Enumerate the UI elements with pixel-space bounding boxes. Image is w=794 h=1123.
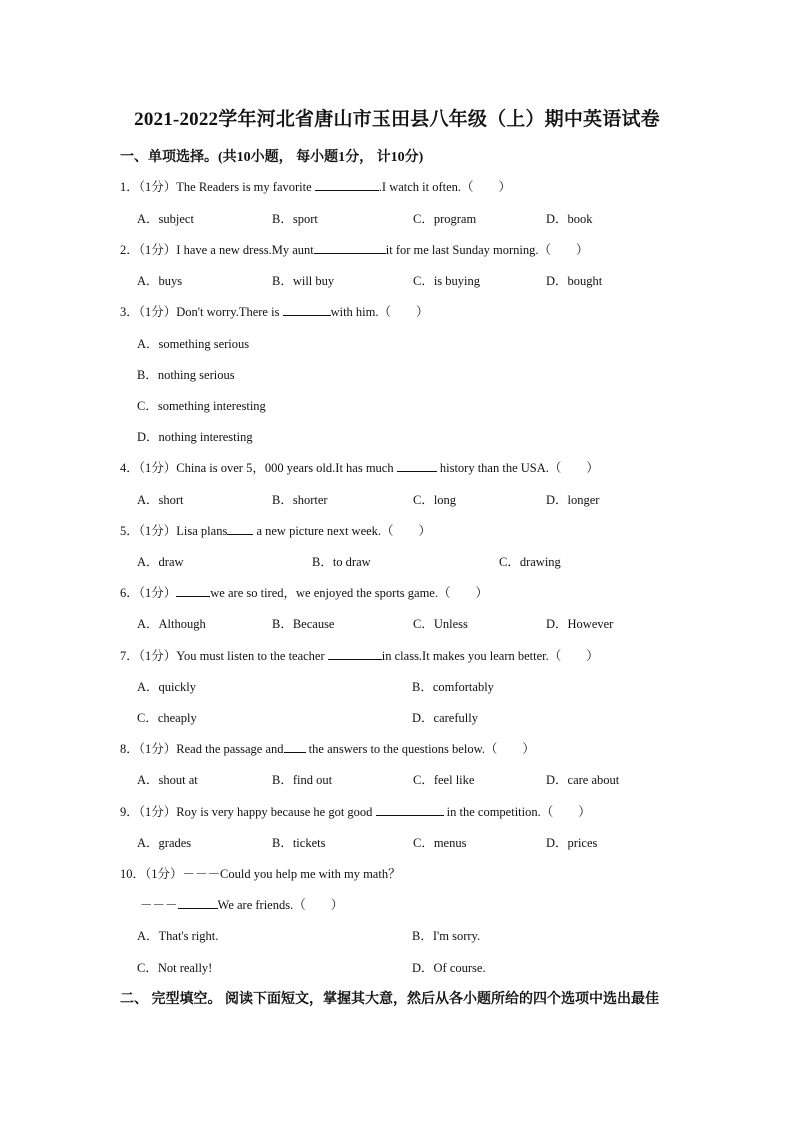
answer-blank [315,189,379,191]
question-score: （1分） [138,180,177,194]
question-score: （1分） [138,742,177,756]
answer-blank [376,814,444,816]
question-10 [120,864,401,882]
option-c: C．something interesting [137,399,266,413]
question-text-post: we are so tired，we enjoyed the sports game.（ ） [210,586,488,600]
option-c: C．cheaply [137,711,197,725]
question-text-post: history than the USA.（ ） [436,461,599,475]
option-a: A．buys [137,274,183,288]
answer-blank [176,595,210,597]
option-a: A．short [137,493,184,507]
question-text-post: the answers to the questions below.（ ） [305,742,535,756]
question-1 [120,177,511,195]
question-text-pre: Roy is very happy because he got good [176,805,376,819]
option-d: D．care about [546,773,620,787]
option-a: A．draw [137,555,184,569]
question-text-post: it for me last Sunday morning.（ ） [385,243,589,257]
option-d: D．nothing interesting [137,430,253,444]
question-number: 4． [120,461,139,475]
dialog-dash: －－－ [140,898,178,912]
question-9 [120,802,591,820]
option-c: C．drawing [499,555,561,569]
question-3 [120,302,428,320]
option-c: C．Unless [413,617,468,631]
option-d: D．prices [546,836,598,850]
option-b: B．comfortably [412,680,494,694]
question-text-pre: You must listen to the teacher [176,649,328,663]
question-10-line-2 [140,895,343,913]
option-a: A．subject [137,212,194,226]
option-d: D．Of course. [412,961,486,975]
question-text-post: in class.It makes you learn better.（ ） [381,649,599,663]
option-d: D．carefully [412,711,478,725]
option-b: B．to draw [312,555,371,569]
option-b: B．Because [272,617,335,631]
question-4 [120,458,599,476]
option-b: B．I'm sorry. [412,929,481,943]
option-b: B．shorter [272,493,328,507]
question-number: 2． [120,243,139,257]
question-6 [120,583,488,601]
question-number: 1． [120,180,139,194]
question-text-pre: The Readers is my favorite [176,180,315,194]
question-text-post: a new picture next week.（ ） [253,524,432,538]
option-d: D．book [546,212,593,226]
option-d: D．bought [546,274,603,288]
question-number: 8． [120,742,139,756]
answer-blank [227,533,253,535]
question-8 [120,739,535,757]
answer-blank [283,314,331,316]
option-a: A．grades [137,836,192,850]
question-score: （1分） [138,649,177,663]
question-text-pre: Read the passage and [176,742,284,756]
question-text-post: We are friends.（ ） [217,898,344,912]
question-number: 10． [120,867,146,881]
option-d: D．longer [546,493,600,507]
question-score: （1分） [138,586,177,600]
question-5 [120,521,431,539]
option-b: B．sport [272,212,318,226]
question-text-post: in the competition.（ ） [443,805,591,819]
question-2 [120,240,589,258]
option-c: C．feel like [413,773,475,787]
question-text-post: .I watch it often.（ ） [378,180,512,194]
question-text-pre: －－－Could you help me with my math？ [182,867,401,881]
answer-blank [328,658,382,660]
option-b: B．tickets [272,836,326,850]
question-text-pre: Lisa plans [176,524,228,538]
option-a: A．Although [137,617,206,631]
option-a: A．quickly [137,680,197,694]
answer-blank [178,907,218,909]
question-number: 7． [120,649,139,663]
question-score: （1分） [138,524,177,538]
option-b: B．find out [272,773,333,787]
answer-blank [397,470,437,472]
option-b: B．nothing serious [137,368,235,382]
question-score: （1分） [138,305,177,319]
question-number: 9． [120,805,139,819]
option-c: C．menus [413,836,467,850]
option-a: A．shout at [137,773,198,787]
option-d: D．However [546,617,614,631]
answer-blank [284,751,306,753]
option-c: C．Not really! [137,961,213,975]
answer-blank [314,252,386,254]
question-number: 3． [120,305,139,319]
question-score: （1分） [145,867,183,881]
question-score: （1分） [138,805,177,819]
question-score: （1分） [138,243,177,257]
option-a: A．That's right. [137,929,219,943]
question-score: （1分） [138,461,177,475]
question-text-pre: I have a new dress.My aunt [176,243,314,257]
section-1-heading: 一、单项选择。(共10小题， 每小题1分， 计10分) [120,150,424,165]
question-text-pre: Don't worry.There is [176,305,283,319]
section-2-heading: 二、 完型填空。 阅读下面短文，掌握其大意，然后从各小题所给的四个选项中选出最佳 [120,992,659,1007]
question-number: 5． [120,524,139,538]
question-7 [120,646,599,664]
option-b: B．will buy [272,274,335,288]
question-text-post: with him.（ ） [330,305,429,319]
question-number: 6． [120,586,139,600]
option-c: C．program [413,212,477,226]
question-text-pre: China is over 5，000 years old.It has much [176,461,397,475]
option-a: A．something serious [137,337,250,351]
option-c: C．long [413,493,457,507]
option-c: C．is buying [413,274,481,288]
exam-title: 2021-2022学年河北省唐山市玉田县八年级（上）期中英语试卷 [134,109,660,130]
